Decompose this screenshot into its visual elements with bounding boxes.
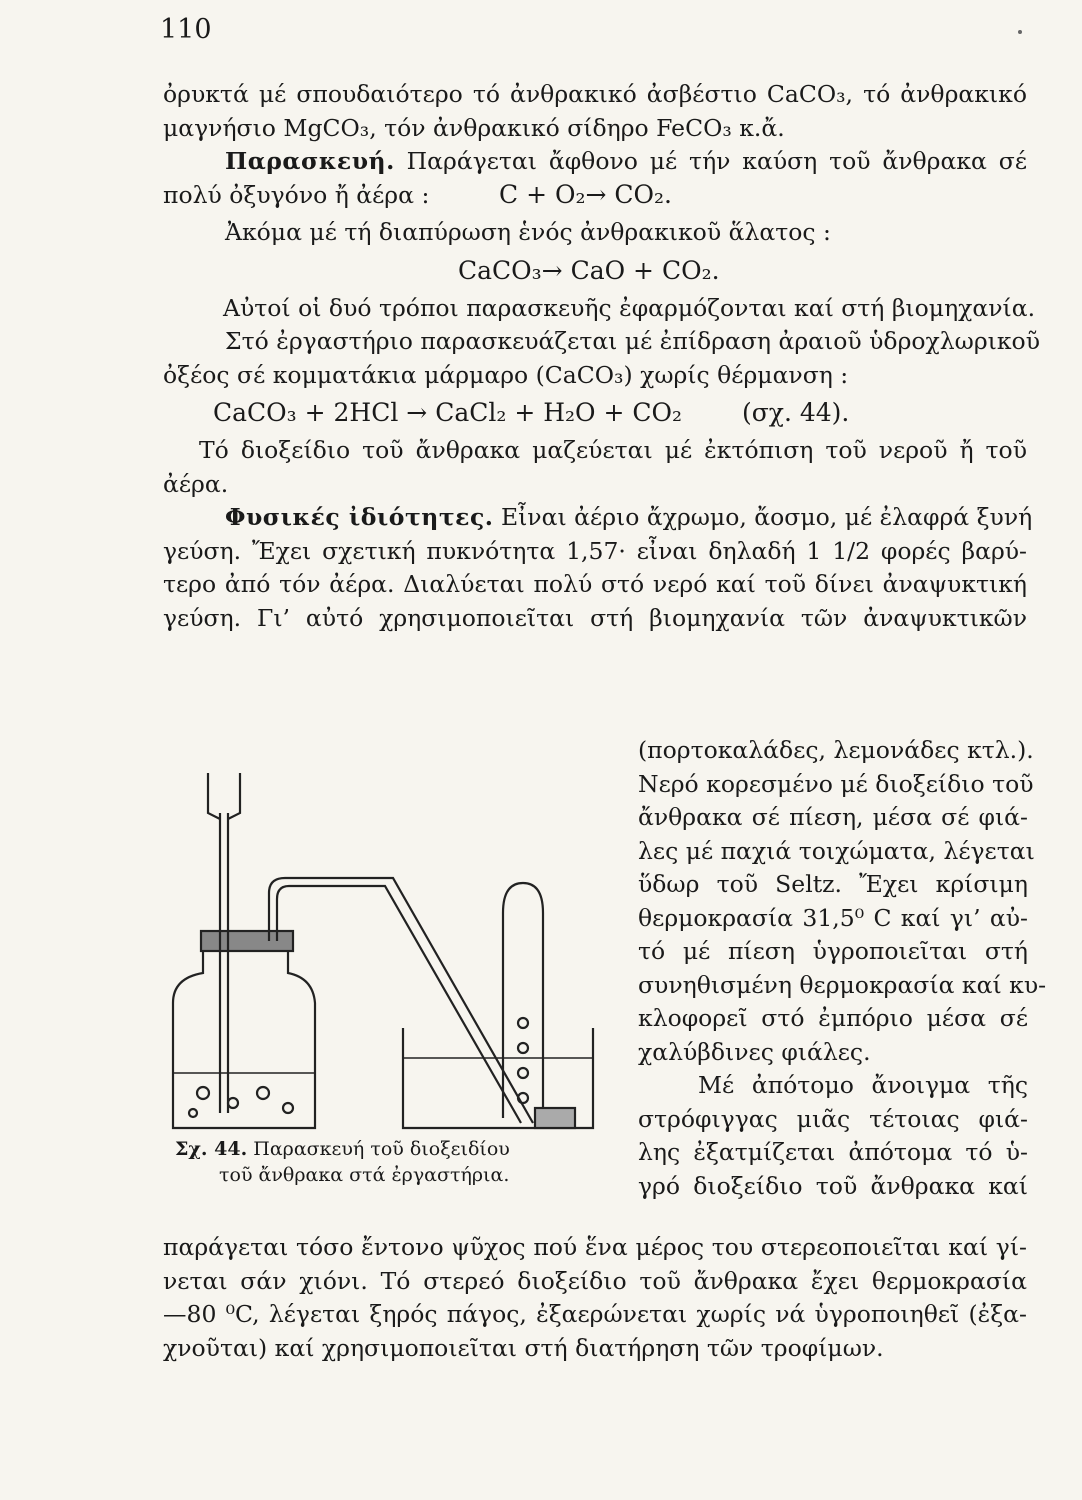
equation-lab bbox=[163, 392, 1027, 434]
text-line: ὕδωρ τοῦ Seltz. Ἔχει κρίσιμη bbox=[638, 870, 1028, 898]
text-line: μαγνήσιο MgCO₃, τόν ἀνθρακικό σίδηρο FeCO₃ κ.ἄ. bbox=[163, 113, 785, 142]
text-line: ὀρυκτά μέ σπουδαιότερο τό ἀνθρακικό ἀσβέστιο CaCO₃, τό ἀνθρακικό bbox=[163, 80, 1027, 108]
text-line: —80 ⁰C, λέγεται ξηρός πάγος, ἐξαερώνεται χωρίς νά ὑγροποιηθεῖ (ἐξα- bbox=[163, 1300, 1027, 1328]
text-line: Αὐτοί οἱ δυό τρόποι παρασκευῆς ἐφαρμόζονται καί στή βιομηχανία. bbox=[223, 293, 1036, 322]
text-line: ὀξέος σέ κομματάκια μάρμαρο (CaCO₃) χωρίς θέρμανση : bbox=[163, 360, 849, 389]
text-line: Στό ἐργαστήριο παρασκευάζεται μέ ἐπίδραση ἀραιοῦ ὑδροχλωρικοῦ bbox=[225, 327, 1040, 355]
text-line: τό μέ πίεση ὑγροποιεῖται στή bbox=[638, 937, 1028, 965]
prep-text: Παράγεται ἄφθονο μέ τήν καύση τοῦ ἄνθρακα σέ bbox=[406, 147, 1027, 175]
text-line: παράγεται τόσο ἔντονο ψῦχος πού ἕνα μέρος του στερεοποιεῖται καί γί- bbox=[163, 1233, 1027, 1261]
text-line: κλοφορεῖ στό ἐμπόριο μέσα σέ bbox=[638, 1004, 1028, 1032]
text-line: χνοῦται) καί χρησιμοποιεῖται στή διατήρηση τῶν τροφίμων. bbox=[163, 1333, 884, 1362]
text-line: νεται σάν χιόνι. Τό στερεό διοξείδιο τοῦ ἄνθρακα ἔχει θερμοκρασία bbox=[163, 1266, 1027, 1295]
text-line: λης ἐξατμίζεται ἀπότομα τό ὑ- bbox=[638, 1138, 1028, 1166]
text-line: γεύση. Γι’ αὐτό χρησιμοποιεῖται στή βιομηχανία τῶν ἀναψυκτικῶν bbox=[163, 603, 1027, 632]
text-line: ἀέρα. bbox=[163, 469, 229, 498]
equation-calcination: CaCO₃→ CaO + CO₂. bbox=[458, 255, 720, 285]
text-line: ἄνθρακα σέ πίεση, μέσα σέ φιά- bbox=[638, 803, 1028, 831]
text-line: Ἀκόμα μέ τή διαπύρωση ἑνός ἀνθρακικοῦ ἅλατος : bbox=[225, 218, 831, 246]
text-line: λες μέ παχιά τοιχώματα, λέγεται bbox=[638, 836, 1035, 865]
figure-label: Σχ. 44. bbox=[175, 1138, 248, 1160]
figure-44 bbox=[163, 718, 613, 1198]
bottom-text bbox=[163, 1231, 1027, 1365]
figure-ref: (σχ. 44). bbox=[741, 398, 850, 427]
text-line: γεύση. Ἔχει σχετική πυκνότητα 1,57· εἶναι δηλαδή 1 1/2 φορές βαρύ- bbox=[163, 536, 1027, 565]
rubber-stopper bbox=[201, 931, 293, 951]
text-line: Νερό κορεσμένο μέ διοξείδιο τοῦ bbox=[638, 769, 1034, 798]
text-line: Τό διοξείδιο τοῦ ἄνθρακα μαζεύεται μέ ἐκτόπιση τοῦ νεροῦ ἤ τοῦ bbox=[199, 436, 1027, 464]
text-line: χαλύβδινες φιάλες. bbox=[638, 1037, 871, 1066]
text-line: στρόφιγγας μιᾶς τέτοιας φιά- bbox=[638, 1104, 1028, 1133]
figure-caption bbox=[175, 1136, 605, 1188]
prep-heading: Παρασκευή. bbox=[225, 147, 395, 175]
text-line: συνηθισμένη θερμοκρασία καί κυ- bbox=[638, 970, 1047, 999]
caption-line2: τοῦ ἄνθρακα στά ἐργαστήρια. bbox=[219, 1164, 510, 1186]
text-line: (πορτοκαλάδες, λεμονάδες κτλ.). bbox=[638, 736, 1034, 764]
text-line: πολύ ὀξυγόνο ἤ ἀέρα : bbox=[163, 180, 430, 209]
equation-lab-formula: CaCO₃ + 2HCl → CaCl₂ + H₂O + CO₂ bbox=[213, 398, 683, 427]
co2-apparatus-illustration bbox=[163, 773, 613, 1133]
text-line: θερμοκρασία 31,5⁰ C καί γι’ αὐ- bbox=[638, 903, 1028, 932]
phys-paragraph bbox=[163, 501, 1033, 535]
support-block bbox=[535, 1108, 575, 1128]
caption-line1: Παρασκευή τοῦ διοξειδίου bbox=[253, 1138, 510, 1160]
phys-text: Εἶναι ἀέριο ἄχρωμο, ἄοσμο, μέ ἐλαφρά ξυνή bbox=[500, 503, 1033, 531]
text-line: Μέ ἀπότομο ἄνοιγμα τῆς bbox=[698, 1071, 1028, 1099]
right-column-text bbox=[638, 734, 1047, 1203]
generating-flask bbox=[173, 943, 315, 1128]
page-number: 110 bbox=[160, 14, 212, 45]
text-line: γρό διοξείδιο τοῦ ἄνθρακα καί bbox=[638, 1171, 1028, 1200]
equation-combustion: C + O₂→ CO₂. bbox=[499, 180, 672, 209]
main-text bbox=[163, 78, 1040, 635]
ink-dot bbox=[1018, 30, 1022, 34]
phys-heading: Φυσικές ἰδιότητες. bbox=[225, 503, 494, 531]
text-line: τερο ἀπό τόν ἀέρα. Διαλύεται πολύ στό νερό καί τοῦ δίνει ἀναψυκτική bbox=[163, 570, 1027, 598]
